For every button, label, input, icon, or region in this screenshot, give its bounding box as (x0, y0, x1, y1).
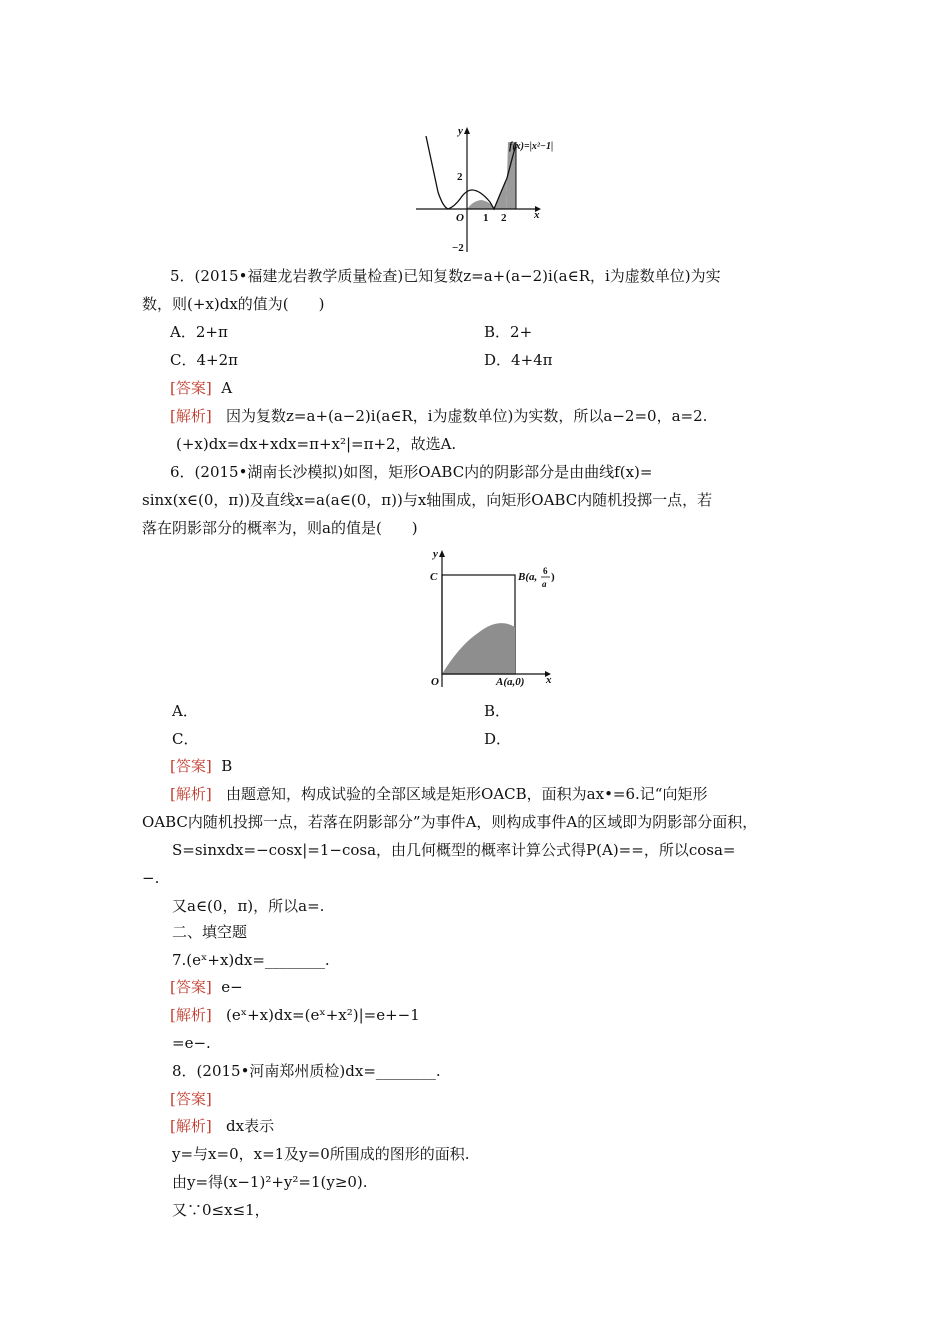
q5-analysis-line-1 (170, 406, 707, 426)
answer-value: e− (221, 978, 243, 996)
point-c-label: C (430, 571, 438, 583)
x-axis-label: x (534, 209, 540, 221)
analysis-tag: [解析] (170, 1117, 212, 1135)
answer-value: B (221, 757, 233, 775)
origin-label: O (431, 676, 439, 688)
q8-answer (170, 1089, 212, 1109)
q6-analysis-line-4: −. (142, 869, 160, 887)
tick-neg2-label: −2 (452, 242, 464, 254)
y-axis-arrow (464, 127, 470, 134)
q7-analysis-line-1 (170, 1005, 420, 1025)
answer-tag: [答案] (170, 1090, 212, 1108)
y-axis-arrow (439, 550, 445, 557)
analysis-text: 因为复数z=a+(a−2)i(a∈R，i为虚数单位)为实数，所以a−2=0，a=2. (226, 407, 708, 425)
q7-analysis-line-2: =e−. (172, 1034, 211, 1052)
analysis-tag: [解析] (170, 785, 212, 803)
q6-option-d: D． (484, 730, 512, 748)
q7-stem: 7.(eˣ+x)dx=________. (172, 951, 330, 969)
q5-option-a: A．2+π (170, 323, 228, 341)
q8-stem: 8．(2015•河南郑州质检)dx=________. (172, 1062, 441, 1080)
q6-stem-line-3: 落在阴影部分的概率为，则a的值是( ) (142, 519, 418, 537)
point-b-label: B(a, (518, 571, 538, 583)
q6-answer (170, 756, 232, 776)
q8-line-2: y=与x=0，x=1及y=0所围成的图形的面积. (172, 1145, 470, 1163)
q6-option-a: A． (172, 702, 198, 720)
q6-option-b: B． (484, 702, 511, 720)
q6-analysis-line-2: OABC内随机投掷一点，若落在阴影部分”为事件A，则构成事件A的区域即为阴影部分面积， (142, 813, 758, 831)
q5-stem-line-1: 5．(2015•福建龙岩教学质量检查)已知复数z=a+(a−2)i(a∈R，i为虚数单位)为实 (170, 267, 721, 285)
q6-analysis-line-1 (170, 784, 707, 804)
answer-value: A (221, 379, 233, 397)
analysis-text: 由题意知，构成试验的全部区域是矩形OACB，面积为ax•=6.记“向矩形 (226, 785, 708, 803)
analysis-text: dx表示 (226, 1117, 275, 1135)
q5-analysis-line-2: (+x)dx=dx+xdx=π+x²|=π+2，故选A. (176, 435, 457, 453)
figure-abs-function (410, 122, 590, 257)
analysis-text: (eˣ+x)dx=(eˣ+x²)|=e+−1 (226, 1006, 420, 1024)
analysis-tag: [解析] (170, 1006, 212, 1024)
answer-tag: [答案] (170, 978, 212, 996)
tick-x2-label: 2 (501, 212, 507, 224)
q8-line-4: 又∵0≤x≤1， (172, 1201, 270, 1219)
q5-option-b: B．2+ (484, 323, 533, 341)
q6-stem-line-2: sinx(x∈(0，π))及直线x=a(a∈(0，π))与x轴围成，向矩形OABC内随机投掷一点，若 (142, 491, 713, 509)
y-axis-label: y (458, 125, 463, 137)
origin-label: O (456, 212, 464, 224)
answer-tag: [答案] (170, 379, 212, 397)
x-axis-label: x (546, 674, 552, 686)
q6-analysis-line-3: S=sinxdx=−cosx|=1−cosa，由几何概型的概率计算公式得P(A)==，所以cosa= (172, 841, 736, 859)
q6-option-c: C． (172, 730, 199, 748)
figure-rectangle-oabc-svg (420, 545, 565, 690)
q5-answer (170, 378, 232, 398)
point-b-denominator: a (542, 579, 547, 589)
q8-line-3: 由y=得(x−1)²+y²=1(y≥0). (172, 1173, 368, 1191)
shaded-region (442, 623, 515, 674)
q5-option-c: C．4+2π (170, 351, 238, 369)
q5-stem-line-2: 数，则(+x)dx的值为( ) (142, 295, 325, 313)
y-axis-label: y (433, 548, 438, 560)
point-b-end: ) (551, 571, 555, 583)
analysis-tag: [解析] (170, 407, 212, 425)
section-heading: 二、填空题 (172, 923, 248, 941)
q8-analysis-line-1 (170, 1116, 274, 1136)
answer-tag: [答案] (170, 757, 212, 775)
q6-stem-line-1: 6．(2015•湖南长沙模拟)如图，矩形OABC内的阴影部分是由曲线f(x)= (170, 463, 653, 481)
figure-abs-function-svg (410, 122, 590, 257)
q6-analysis-line-5: 又a∈(0，π)，所以a=. (172, 897, 325, 915)
figure-rectangle-oabc (420, 545, 565, 690)
tick-2-label: 2 (457, 171, 463, 183)
q7-answer (170, 977, 243, 997)
point-b-numerator: 6 (543, 566, 548, 576)
q5-option-d: D．4+4π (484, 351, 553, 369)
tick-x1-label: 1 (483, 212, 489, 224)
function-label: f(x)=|x²−1| (509, 141, 554, 152)
point-a-label: A(a,0) (496, 676, 525, 688)
